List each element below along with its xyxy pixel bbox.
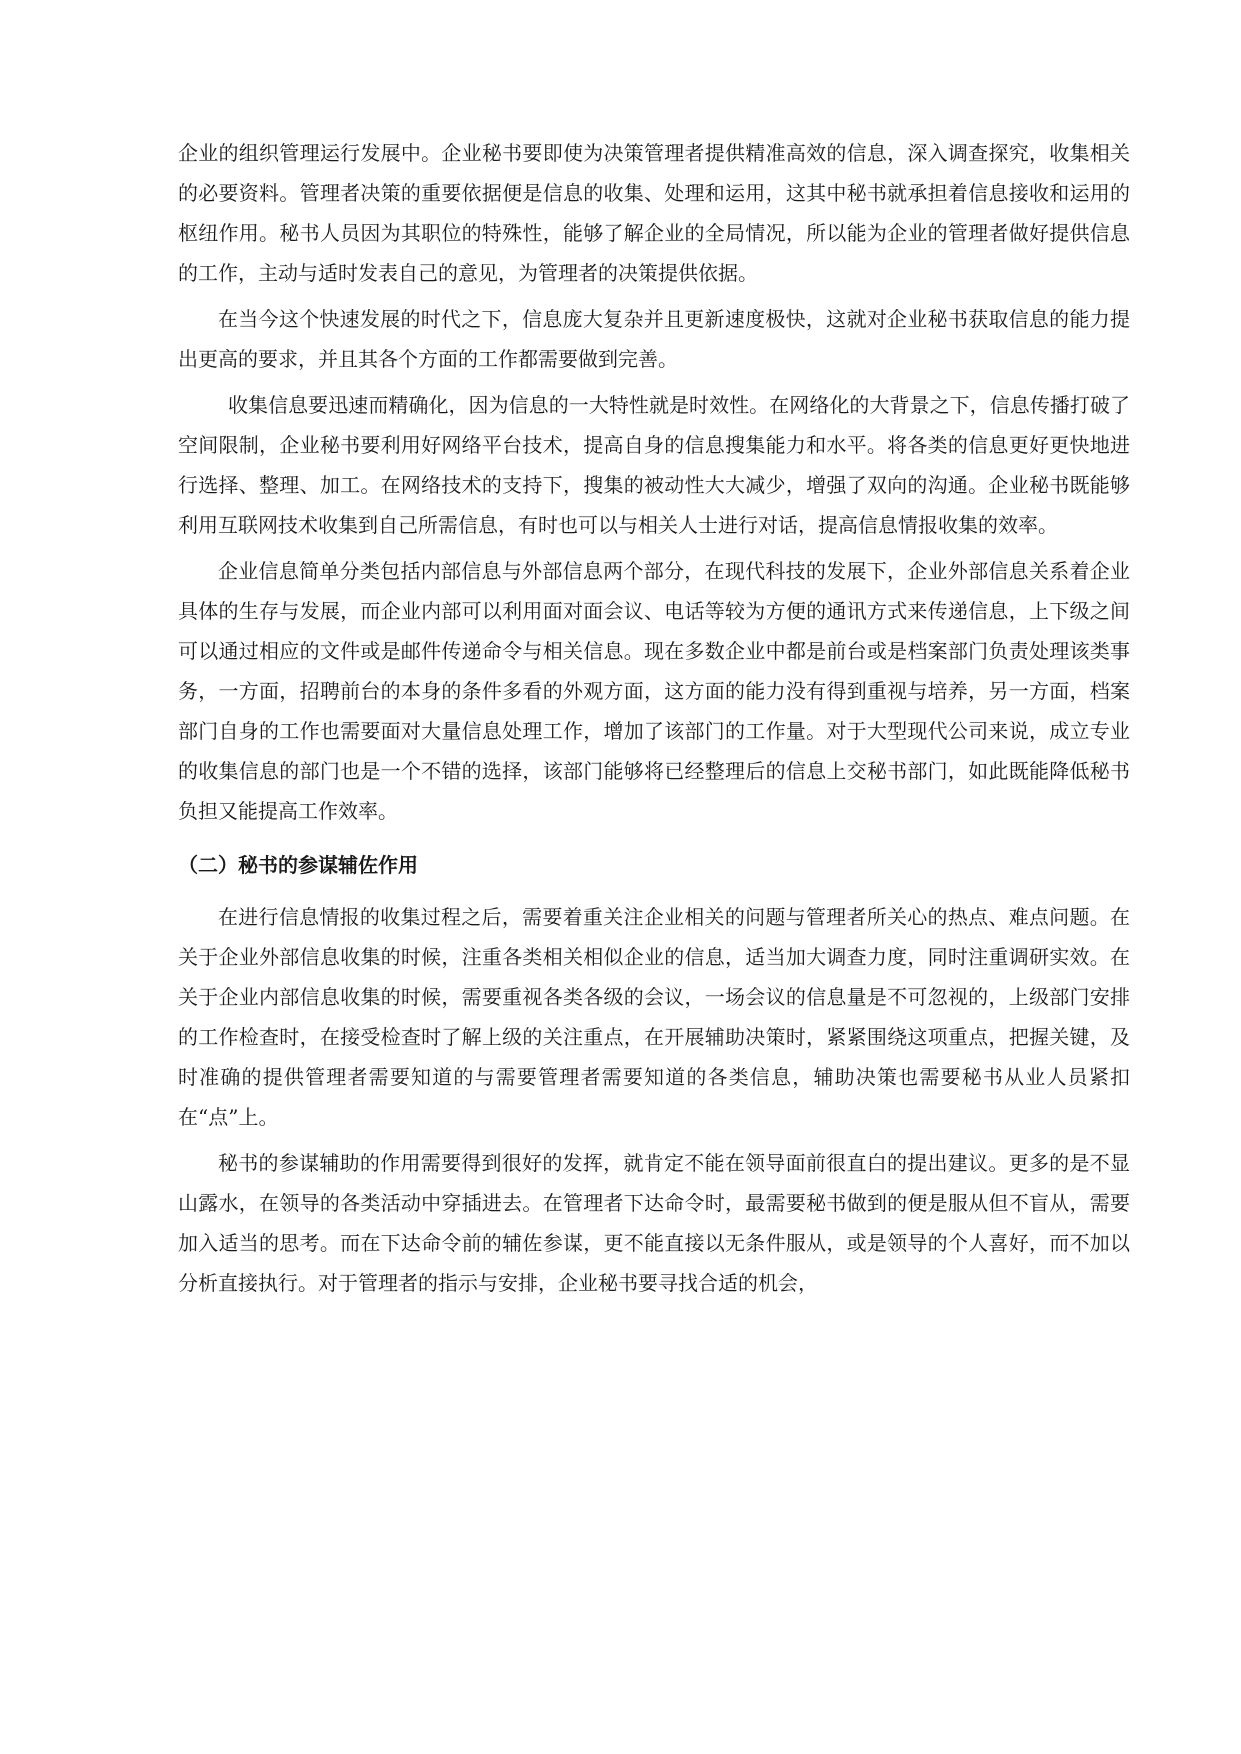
paragraph-5: 在进行信息情报的收集过程之后，需要着重关注企业相关的问题与管理者所关心的热点、难点问题。在关于企业外部信息收集的时候，注重各类相关相似企业的信息，适当加大调查力度，同时注重调研实效。在关于企业内部信息收集的时候，需要重视各类各级的会议，一场会议的信息量是不可忽视的，上级部门安排的工作检查时，在接受检查时了解上级的关注重点，在开展辅助决策时，紧紧围绕这项重点，把握关键，及时准确的提供管理者需要知道的与需要管理者需要知道的各类信息，辅助决策也需要秘书从业人员紧扣在“点”上。 (178, 905, 1130, 1129)
section-heading: （二）秘书的参谋辅佐作用 (178, 853, 418, 877)
paragraph-3: 收集信息要迅速而精确化，因为信息的一大特性就是时效性。在网络化的大背景之下，信息传播打破了空间限制，企业秘书要利用好网络平台技术，提高自身的信息搜集能力和水平。将各类的信息更好更快地进行选择、整理、加工。在网络技术的支持下，搜集的被动性大大减少，增强了双向的沟通。企业秘书既能够利用互联网技术收集到自己所需信息，有时也可以与相关人士进行对话，提高信息情报收集的效率。 (178, 393, 1130, 537)
paragraph-2: 在当今这个快速发展的时代之下，信息庞大复杂并且更新速度极快，这就对企业秘书获取信息的能力提出更高的要求，并且其各个方面的工作都需要做到完善。 (178, 307, 1130, 371)
paragraph-6: 秘书的参谋辅助的作用需要得到很好的发挥，就肯定不能在领导面前很直白的提出建议。更多的是不显山露水，在领导的各类活动中穿插进去。在管理者下达命令时，最需要秘书做到的便是服从但不盲从，需要加入适当的思考。而在下达命令前的辅佐参谋，更不能直接以无条件服从，或是领导的个人喜好，而不加以分析直接执行。对于管理者的指示与安排，企业秘书要寻找合适的机会， (178, 1151, 1130, 1295)
paragraph-1: 企业的组织管理运行发展中。企业秘书要即使为决策管理者提供精准高效的信息，深入调查探究，收集相关的必要资料。管理者决策的重要依据便是信息的收集、处理和运用，这其中秘书就承担着信息接收和运用的枢纽作用。秘书人员因为其职位的特殊性，能够了解企业的全局情况，所以能为企业的管理者做好提供信息的工作，主动与适时发表自己的意见，为管理者的决策提供依据。 (178, 141, 1130, 285)
document-page (178, 133, 1130, 1303)
paragraph-4: 企业信息简单分类包括内部信息与外部信息两个部分，在现代科技的发展下，企业外部信息关系着企业具体的生存与发展，而企业内部可以利用面对面会议、电话等较为方便的通讯方式来传递信息，上下级之间可以通过相应的文件或是邮件传递命令与相关信息。现在多数企业中都是前台或是档案部门负责处理该类事务，一方面，招聘前台的本身的条件多看的外观方面，这方面的能力没有得到重视与培养，另一方面，档案部门自身的工作也需要面对大量信息处理工作，增加了该部门的工作量。对于大型现代公司来说，成立专业的收集信息的部门也是一个不错的选择，该部门能够将已经整理后的信息上交秘书部门，如此既能降低秘书负担又能提高工作效率。 (178, 559, 1130, 823)
